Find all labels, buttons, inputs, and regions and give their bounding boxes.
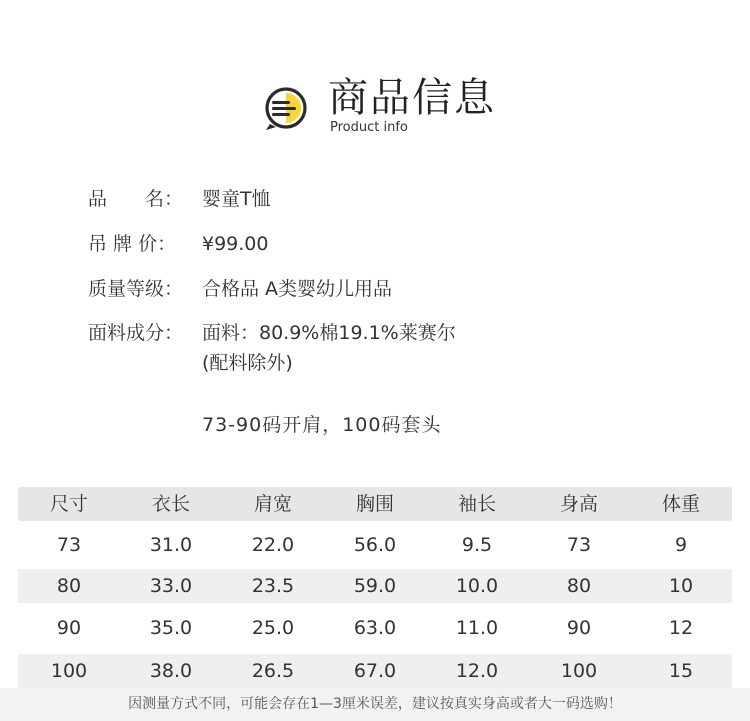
info-label: 质量等级： [88,278,184,300]
table-cell: 73 [56,534,82,556]
table-cell: 12.0 [455,660,499,682]
table-cell: 12 [668,617,694,639]
info-row-name [88,184,271,214]
doc-list-icon [262,84,312,134]
table-row [18,528,732,562]
table-cell: 10.0 [455,575,499,597]
info-value: 面料：80.9%棉19.1%莱赛尔 [202,322,456,344]
column-header: 衣长 [151,493,190,515]
column-header: 肩宽 [253,493,292,515]
table-header [18,487,732,521]
table-cell: 73 [566,534,592,556]
table-cell: 15 [668,660,694,682]
table-cell: 25.0 [251,617,295,639]
info-value: 合格品 A类婴幼儿用品 [202,278,393,300]
table-cell: 33.0 [149,575,193,597]
page-title: 商品信息 [328,75,496,121]
table-cell: 22.0 [251,534,295,556]
page-subtitle: Product info [330,120,408,135]
column-header: 身高 [559,493,598,515]
table-cell: 35.0 [149,617,193,639]
info-label: 吊 牌 价： [88,233,177,255]
column-header: 尺寸 [49,493,88,515]
info-row-fabric [88,318,456,374]
info-row-price [88,229,269,259]
table-cell: 26.5 [251,660,295,682]
column-header: 体重 [661,493,700,515]
info-row-grade [88,274,393,304]
table-cell: 100 [50,660,88,682]
table-cell: 11.0 [455,617,499,639]
table-row [18,654,732,688]
table-cell: 90 [56,617,82,639]
table-row [18,569,732,603]
info-value: ¥99.00 [202,233,269,255]
info-value-note: (配料除外) [202,352,293,374]
table-cell: 56.0 [353,534,397,556]
size-disclaimer: 因测量方式不同，可能会存在1—3厘米误差，建议按真实身高或者大一码选购！ [0,688,750,721]
table-cell: 9 [674,534,688,556]
table-cell: 23.5 [251,575,295,597]
section-header [262,74,522,144]
info-label: 面料成分： [88,322,184,344]
table-cell: 90 [566,617,592,639]
table-cell: 67.0 [353,660,397,682]
table-cell: 63.0 [353,617,397,639]
table-cell: 100 [560,660,598,682]
table-cell: 59.0 [353,575,397,597]
opening-note: 73-90码开肩，100码套头 [202,414,442,436]
table-cell: 80 [566,575,592,597]
table-cell: 9.5 [461,534,493,556]
table-cell: 80 [56,575,82,597]
table-cell: 38.0 [149,660,193,682]
column-header: 胸围 [355,493,394,515]
info-label: 品 名： [88,188,184,210]
column-header: 袖长 [457,493,496,515]
table-cell: 10 [668,575,694,597]
table-row [18,611,732,645]
info-value: 婴童T恤 [202,188,271,210]
table-cell: 31.0 [149,534,193,556]
